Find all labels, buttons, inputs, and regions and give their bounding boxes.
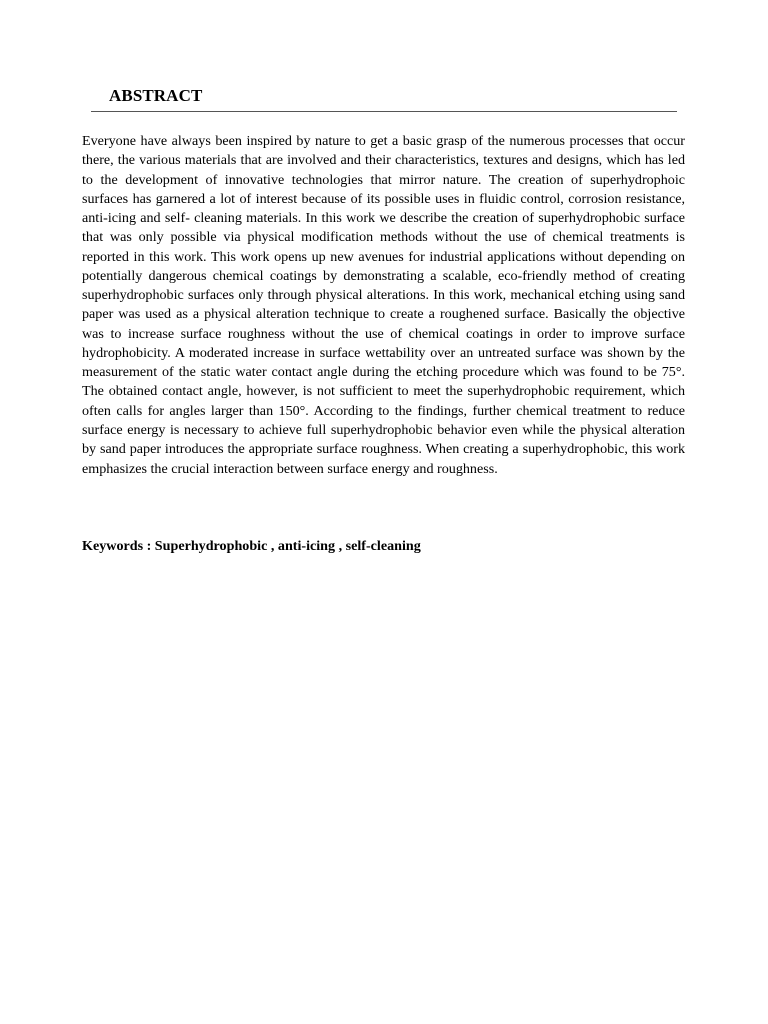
keywords-line: Keywords : Superhydrophobic , anti-icing , self-cleaning — [82, 538, 421, 554]
abstract-body: Everyone have always been inspired by nature to get a basic grasp of the numerous processes that occur there, the various materials that are involved and their characteristics, textures and designs, which has led to the development of innovative technologies that mirror nature. The creation of superhydrophoic surfaces has garnered a lot of interest because of its possible uses in fluidic control, corrosion resistance, anti-icing and self- cleaning materials. In this work we describe the creation of superhydrophobic surface that was only possible via physical modification methods without the use of chemical treatments is reported in this work. This work opens up new avenues for industrial applications without depending on potentially dangerous chemical coatings by demonstrating a scalable, eco-friendly method of creating superhydrophobic surfaces only through physical alterations. In this work, mechanical etching using sand paper was used as a physical alteration technique to create a roughened surface. Basically the objective was to increase surface roughness without the use of chemical coatings in order to improve surface hydrophobicity. A moderated increase in surface wettability over an untreated surface was shown by the measurement of the static water contact angle during the etching procedure which was found to be 75°. The obtained contact angle, however, is not sufficient to meet the superhydrophobic requirement, which often calls for angles larger than 150°. According to the findings, further chemical treatment to reduce surface energy is necessary to achieve full superhydrophobic behavior even while the physical alteration by sand paper introduces the appropriate surface roughness. When creating a superhydrophobic, this work emphasizes the crucial interaction between surface energy and roughness. — [82, 133, 685, 477]
heading-divider — [91, 111, 677, 112]
abstract-heading: ABSTRACT — [109, 86, 203, 105]
